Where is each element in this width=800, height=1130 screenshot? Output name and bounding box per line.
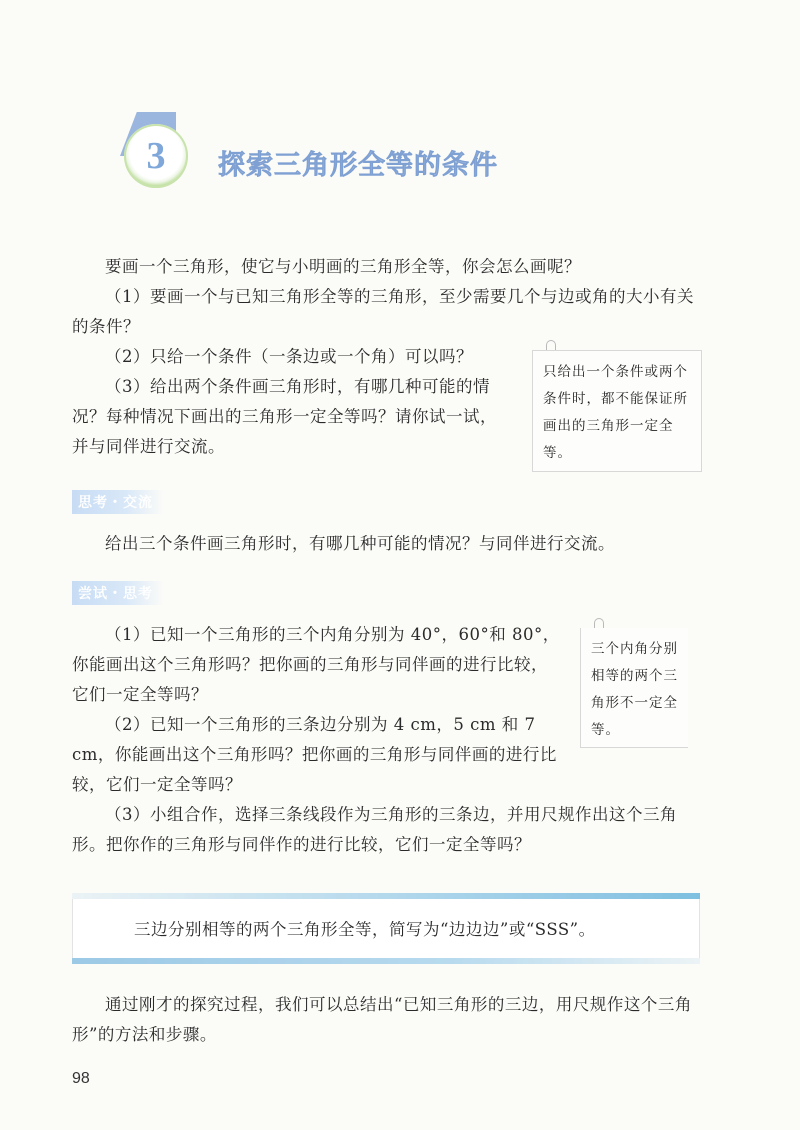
try-think-question-3: （3）小组合作，选择三条线段作为三角形的三条边，并用尺规作出这个三角形。把你作的三角形与同伴作的进行比较，它们一定全等吗？	[72, 805, 677, 854]
think-exchange-block	[72, 529, 700, 559]
section-number: 3	[146, 135, 166, 177]
intro-paragraph-1: 要画一个三角形，使它与小明画的三角形全等，你会怎么画呢？	[105, 257, 581, 276]
conclusion-text: 三边分别相等的两个三角形全等，简写为“边边边”或“SSS”。	[134, 920, 596, 939]
intro-paragraph-4: （3）给出两个条件画三角形时，有哪几种可能的情况？每种情况下画出的三角形一定全等吗？请你试一试，并与同伴进行交流。	[72, 377, 497, 456]
tag-try-think: 尝试・思考	[72, 581, 163, 605]
intro-paragraph-3: （2）只给一个条件（一条边或一个角）可以吗？	[105, 347, 473, 366]
try-think-question-2: （2）已知一个三角形的三条边分别为 4 cm，5 cm 和 7 cm，你能画出这个三角形吗？把你画的三角形与同伴画的进行比较，它们一定全等吗？	[72, 715, 557, 794]
intro-block-2	[72, 342, 512, 462]
try-think-question-1: （1）已知一个三角形的三个内角分别为 40°，60°和 80°，你能画出这个三角形吗？把你画的三角形与同伴画的进行比较，它们一定全等吗？	[72, 625, 560, 704]
side-note-1-text: 只给出一个条件或两个条件时，都不能保证所画出的三角形一定全等。	[543, 364, 688, 461]
intro-paragraph-2: （1）要画一个与已知三角形全等的三角形，至少需要几个与边或角的大小有关的条件？	[72, 287, 694, 336]
try-think-block-2	[72, 800, 700, 860]
side-note-1	[532, 350, 702, 472]
page-number: 98	[72, 1070, 90, 1087]
side-note-2	[580, 628, 688, 748]
try-think-block	[72, 620, 562, 800]
section-title: 探索三角形全等的条件	[218, 150, 498, 181]
section-number-badge	[124, 124, 188, 188]
summary-block	[72, 990, 700, 1050]
summary-text: 通过刚才的探究过程，我们可以总结出“已知三角形的三边，用尺规作这个三角形”的方法和步骤。	[72, 995, 692, 1044]
intro-block	[72, 252, 700, 342]
tag-think-exchange: 思考・交流	[72, 490, 163, 514]
think-exchange-text: 给出三个条件画三角形时，有哪几种可能的情况？与同伴进行交流。	[105, 534, 615, 553]
side-note-2-text: 三个内角分别相等的两个三角形不一定全等。	[591, 641, 678, 738]
conclusion-bottom-rule	[72, 958, 700, 964]
